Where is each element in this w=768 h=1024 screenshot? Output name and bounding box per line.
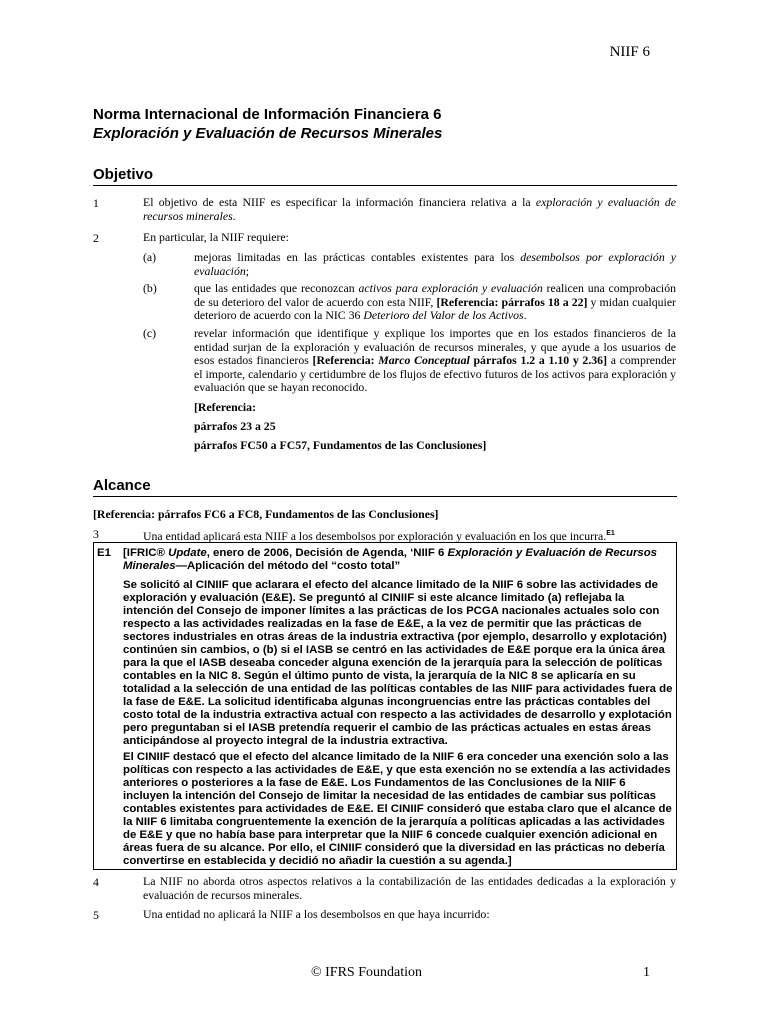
paragraph-5: Una entidad no aplicará la NIIF a los desembolsos en que haya incurrido: xyxy=(143,907,490,921)
section-heading-objetivo: Objetivo xyxy=(93,166,154,183)
paragraph-number: 2 xyxy=(93,231,99,245)
list-item-c: revelar información que identifique y explique los importes que en los estados financieros de la entidad surjan de la exploración y evaluación de recursos minerales, y que ayude a los usuarios de esos estados financieros [Referencia: Marco Conceptual párrafos 1.2 a 1.10 y 2.36] a comprender el importe, calendario y certidumbre de los flujos de efectivo futuros de los activos para exploración y evaluación que se hayan reconocido. xyxy=(194,326,676,394)
paragraph-number: 4 xyxy=(93,875,99,889)
reference-line: párrafos 23 a 25 xyxy=(194,419,276,433)
paragraph-number: 5 xyxy=(93,908,99,922)
reference-line: [Referencia: párrafos FC6 a FC8, Fundamentos de las Conclusiones] xyxy=(93,507,439,521)
list-item-b: que las entidades que reconozcan activos para exploración y evaluación realicen una comprobación de su deterioro del valor de acuerdo con esta NIIF, [Referencia: párrafos 18 a 22] y midan cualquier deterioro de acuerdo con la NIC 36 Deterioro del Valor de los Activos. xyxy=(194,281,677,322)
reference-line: [Referencia: xyxy=(194,400,257,414)
section-divider xyxy=(93,185,677,186)
paragraph-number: 1 xyxy=(93,196,99,210)
list-item-a: mejoras limitadas en las prácticas contables existentes para los desembolsos por exploración y evaluación; xyxy=(194,250,676,278)
list-label-c: (c) xyxy=(143,326,157,340)
reference-line: párrafos FC50 a FC57, Fundamentos de las Conclusiones] xyxy=(194,438,487,452)
note-label: E1 xyxy=(97,547,111,559)
footer-copyright: © IFRS Foundation xyxy=(311,965,422,980)
page-number: 1 xyxy=(643,965,650,980)
paragraph-1: El objetivo de esta NIIF es especificar la información financiera relativa a la exploración y evaluación de recursos minerales. xyxy=(143,195,676,223)
note-paragraph: El CINIIF destacó que el efecto del alcance limitado de la NIIF 6 era conceder una exención solo a las políticas con respecto a las actividades de E&E, y que esta exención no se extendía a las actividades anteriores o posteriores a la fase de E&E. Los Fundamentos de las Conclusiones de la NIIF 6 incluyen la intención del Consejo de limitar la necesidad de las entidades de cambiar sus políticas contables existentes para actividades de E&E. El CINIIF consideró que estaba claro que el alcance de la NIIF 6 limitaba congruentemente la exención de la jerarquía a políticas aplicadas a las actividades de E&E y que no había base para interpretar que la NIIF 6 concede cualquier exención adicional en áreas fuera de su alcance. Por ello, el CINIIF consideró que la diversidad en las prácticas no debería convertirse en establecida y decidió no añadir la cuestión a su agenda.] xyxy=(123,751,672,867)
section-divider xyxy=(93,496,677,497)
note-paragraph: Se solicitó al CINIIF que aclarara el efecto del alcance limitado de la NIIF 6 sobre las actividades de exploración y evaluación (E&E). Se preguntó al CINIIF si este alcance limitado (a) reflejaba la intención del Consejo de imponer límites a las prácticas de los PCGA nacionales actuales solo con respecto a las actividades realizadas en la fase de E&E, a la vez de permitir que las prácticas de sectores industriales en otras áreas de la industria extractiva (por ejemplo, desarrollo y explotación) continúen sin cambios, o (b) si el IASB se centró en las actividades de E&E porque era la única área para la que el IASB deseaba conceder alguna exención de la jerarquía para la selección de políticas contables en la NIC 8. Según el último punto de vista, la jerarquía de la NIC 8 se aplicaría en su totalidad a la selección de una entidad de las políticas contables de las NIIF para actividades fuera de la fase de E&E. La solicitud identificaba algunas incongruencias entre las prácticas contables del costo total de la industria extractiva actual con respecto a las actividades de desarrollo y explotación pero preguntaban si el IASB pretendía requerir el cambio de las prácticas actuales en estas áreas anticipándose al proyecto integral de la industria extractiva. xyxy=(123,579,673,747)
standard-title: Norma Internacional de Información Financiera 6 xyxy=(93,106,442,123)
paragraph-4: La NIIF no aborda otros aspectos relativos a la contabilización de las entidades dedicadas a la exploración y evaluación de recursos minerales. xyxy=(143,874,676,902)
standard-subtitle: Exploración y Evaluación de Recursos Minerales xyxy=(93,125,443,142)
paragraph-number: 3 xyxy=(93,527,99,541)
list-label-a: (a) xyxy=(143,250,157,264)
list-label-b: (b) xyxy=(143,281,157,295)
document-code: NIIF 6 xyxy=(609,44,650,60)
paragraph-3: Una entidad aplicará esta NIIF a los desembolsos por exploración y evaluación en los que incurra.$^{E1}$ xyxy=(143,528,615,543)
section-heading-alcance: Alcance xyxy=(93,477,151,494)
paragraph-2-intro: En particular, la NIIF requiere: xyxy=(143,230,289,244)
note-heading: [IFRIC® Update, enero de 2006, Decisión de Agenda, ‘NIIF 6 Exploración y Evaluación de Recursos Minerales—Aplicación del método del “costo total” xyxy=(123,547,658,572)
